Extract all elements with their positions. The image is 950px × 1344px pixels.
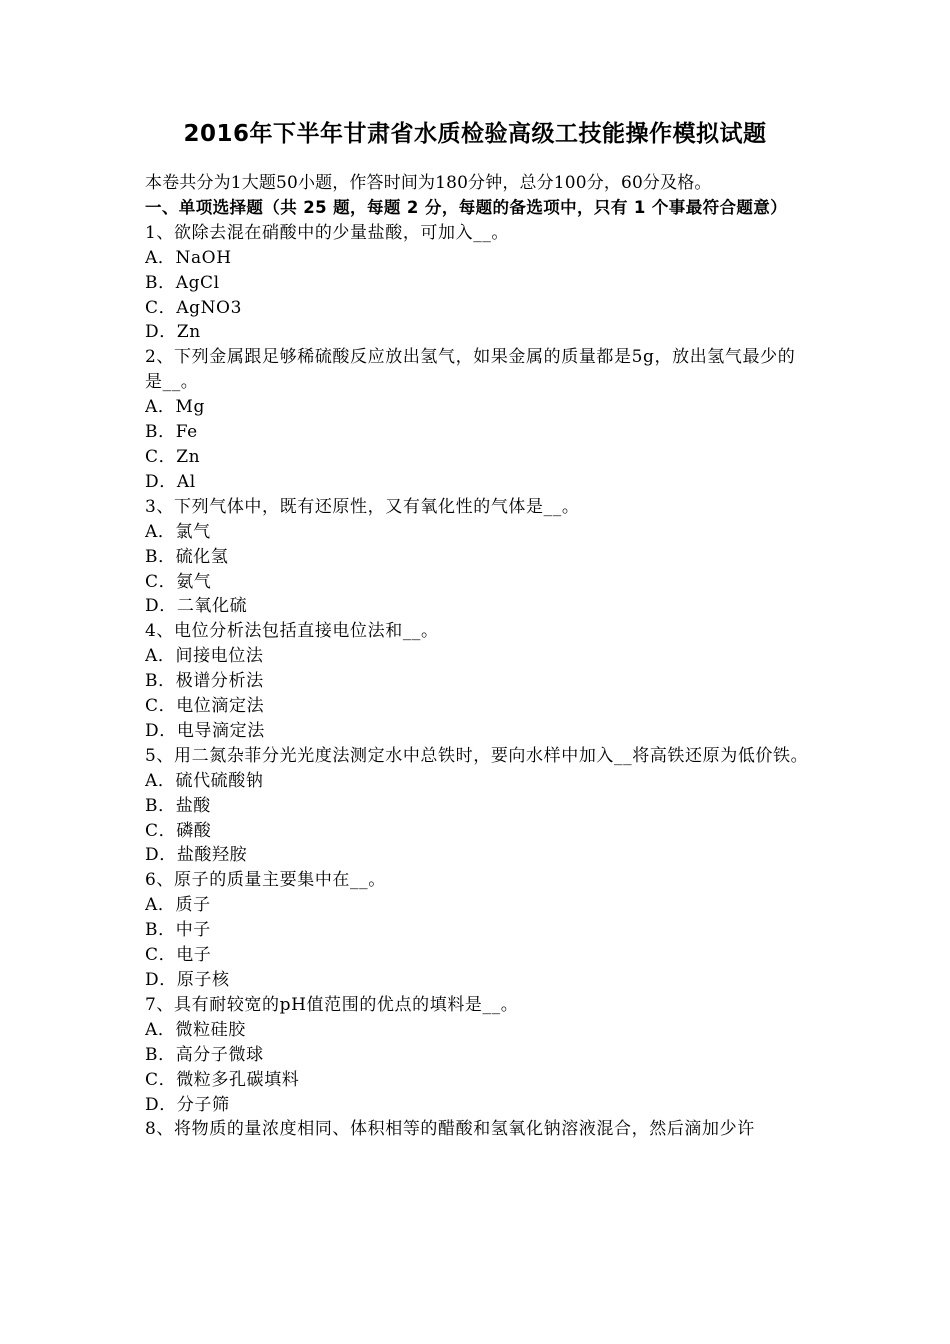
option-c: C．Zn (145, 446, 201, 467)
option-a: A．硫代硫酸钠 (145, 770, 264, 791)
question-stem: 2、下列金属跟足够稀硫酸反应放出氢气，如果金属的质量都是5g，放出氢气最少的是__。 (145, 347, 796, 393)
document-body (145, 171, 810, 1142)
option-d: D．分子筛 (145, 1094, 230, 1115)
question-stem: 5、用二氮杂菲分光光度法测定水中总铁时，要向水样中加入__将高铁还原为低价铁。 (145, 745, 809, 766)
option-b: B．高分子微球 (145, 1044, 264, 1065)
question-5 (145, 744, 810, 869)
option-c: C．AgNO3 (145, 297, 242, 318)
option-c: C．微粒多孔碳填料 (145, 1069, 300, 1090)
question-stem: 6、原子的质量主要集中在__。 (145, 870, 386, 891)
option-b: B．Fe (145, 422, 198, 443)
question-stem: 4、电位分析法包括直接电位法和__。 (145, 621, 439, 642)
option-d: D．二氧化硫 (145, 596, 248, 617)
option-b: B．盐酸 (145, 795, 211, 816)
option-c: C．氨气 (145, 571, 212, 592)
option-a: A．间接电位法 (145, 646, 264, 667)
option-d: D．Al (145, 471, 196, 492)
question-stem: 1、欲除去混在硝酸中的少量盐酸，可加入__。 (145, 222, 510, 243)
option-a: A．微粒硅胶 (145, 1019, 246, 1040)
question-2 (145, 345, 810, 494)
exam-intro: 本卷共分为1大题50小题，作答时间为180分钟，总分100分，60分及格。 (145, 173, 712, 193)
option-b: B．AgCl (145, 272, 220, 293)
option-a: A．NaOH (145, 247, 232, 268)
question-3 (145, 495, 810, 620)
option-d: D．Zn (145, 322, 201, 343)
question-stem: 7、具有耐较宽的pH值范围的优点的填料是__。 (145, 994, 519, 1015)
document-title: 2016年下半年甘肃省水质检验高级工技能操作模拟试题 (183, 121, 767, 147)
section-heading: 一、单项选择题（共 25 题，每题 2 分，每题的备选项中，只有 1 个事最符合题意） (145, 197, 788, 217)
question-7 (145, 993, 810, 1118)
question-1 (145, 221, 810, 346)
option-b: B．中子 (145, 920, 211, 941)
question-6 (145, 868, 810, 993)
option-b: B．极谱分析法 (145, 671, 264, 692)
option-d: D．盐酸羟胺 (145, 845, 248, 866)
question-stem: 8、将物质的量浓度相同、体积相等的醋酸和氢氧化钠溶液混合，然后滴加少许 (145, 1119, 755, 1140)
option-c: C．电位滴定法 (145, 696, 265, 717)
option-d: D．电导滴定法 (145, 720, 265, 741)
option-b: B．硫化氢 (145, 546, 229, 567)
option-c: C．磷酸 (145, 820, 212, 841)
option-a: A．质子 (145, 895, 211, 916)
question-8 (145, 1117, 810, 1142)
question-4 (145, 619, 810, 744)
option-a: A．Mg (145, 397, 205, 418)
question-stem: 3、下列气体中，既有还原性，又有氧化性的气体是__。 (145, 496, 580, 517)
option-c: C．电子 (145, 945, 212, 966)
option-d: D．原子核 (145, 970, 230, 990)
option-a: A．氯气 (145, 521, 211, 542)
